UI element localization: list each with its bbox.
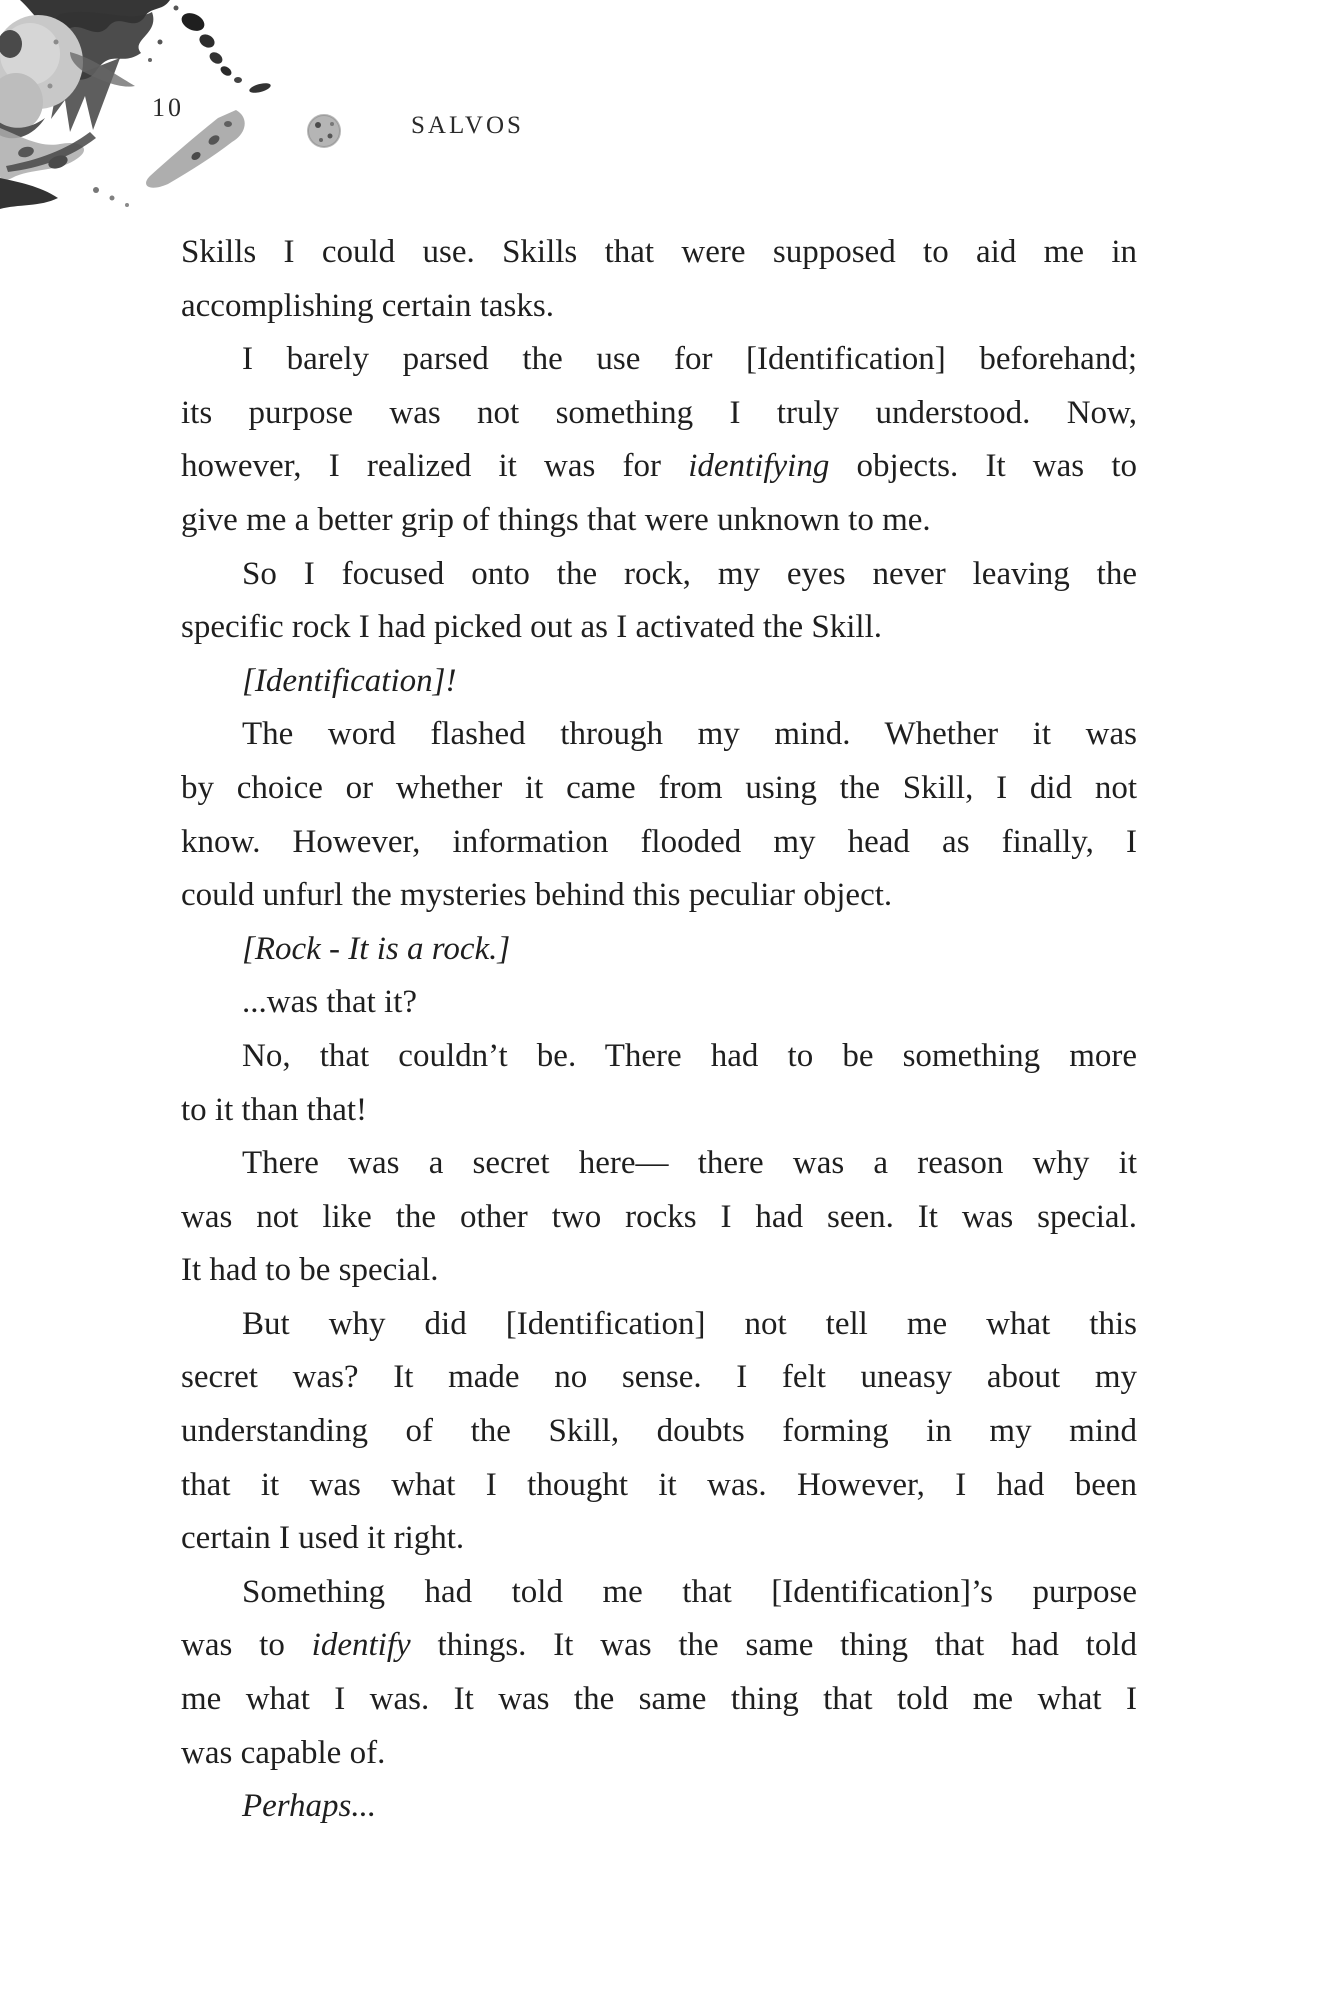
text-line: certain I used it right.	[181, 1520, 465, 1557]
text-line: its purpose was not something I truly understood. Now,	[181, 394, 1137, 431]
text-line: ...was that it?	[242, 984, 418, 1021]
text-line: Skills I could use. Skills that were supposed to aid me in	[181, 234, 1137, 270]
text-line: secret was? It made no sense. I felt uneasy about my	[181, 1359, 1137, 1396]
text-line: I barely parsed the use for [Identification] beforehand;	[242, 341, 1137, 378]
text-line: give me a better grip of things that were unknown to me.	[181, 501, 931, 538]
text-line: [Identification]!	[242, 662, 457, 699]
text-line: know. However, information flooded my head as finally, I	[181, 823, 1137, 860]
text-line: specific rock I had picked out as I activated the Skill.	[181, 609, 883, 646]
text-line: There was a secret here— there was a reason why it	[242, 1145, 1137, 1182]
text-line: It had to be special.	[181, 1252, 439, 1289]
text-line: No, that couldn’t be. There had to be something more	[242, 1037, 1137, 1074]
text-line: But why did [Identification] not tell me what this	[242, 1305, 1137, 1342]
text-line: accomplishing certain tasks.	[181, 287, 554, 324]
text-line: The word flashed through my mind. Whether it was	[242, 716, 1137, 753]
text-line: however, I realized it was for identifying objects. It was to	[181, 448, 1137, 485]
text-line: to it than that!	[181, 1091, 368, 1128]
text-line: Something had told me that [Identification]’s purpose	[242, 1573, 1137, 1610]
text-line: Perhaps...	[242, 1788, 377, 1825]
text-line: So I focused onto the rock, my eyes never leaving the	[242, 555, 1137, 592]
body-text	[181, 226, 1137, 1834]
text-line: understanding of the Skill, doubts forming in my mind	[181, 1413, 1137, 1450]
text-line: me what I was. It was the same thing that told me what I	[181, 1681, 1137, 1718]
text-line: [Rock - It is a rock.]	[242, 930, 511, 967]
text-line: was to identify things. It was the same thing that had told	[181, 1627, 1137, 1664]
text-line: that it was what I thought it was. However, I had been	[181, 1466, 1137, 1503]
text-line: was not like the other two rocks I had seen. It was special.	[181, 1198, 1137, 1235]
page-number: 10	[152, 93, 184, 122]
text-line: by choice or whether it came from using the Skill, I did not	[181, 769, 1137, 806]
running-title: SALVOS	[411, 112, 524, 139]
text-line: was capable of.	[181, 1734, 386, 1771]
text-line: could unfurl the mysteries behind this peculiar object.	[181, 877, 893, 914]
